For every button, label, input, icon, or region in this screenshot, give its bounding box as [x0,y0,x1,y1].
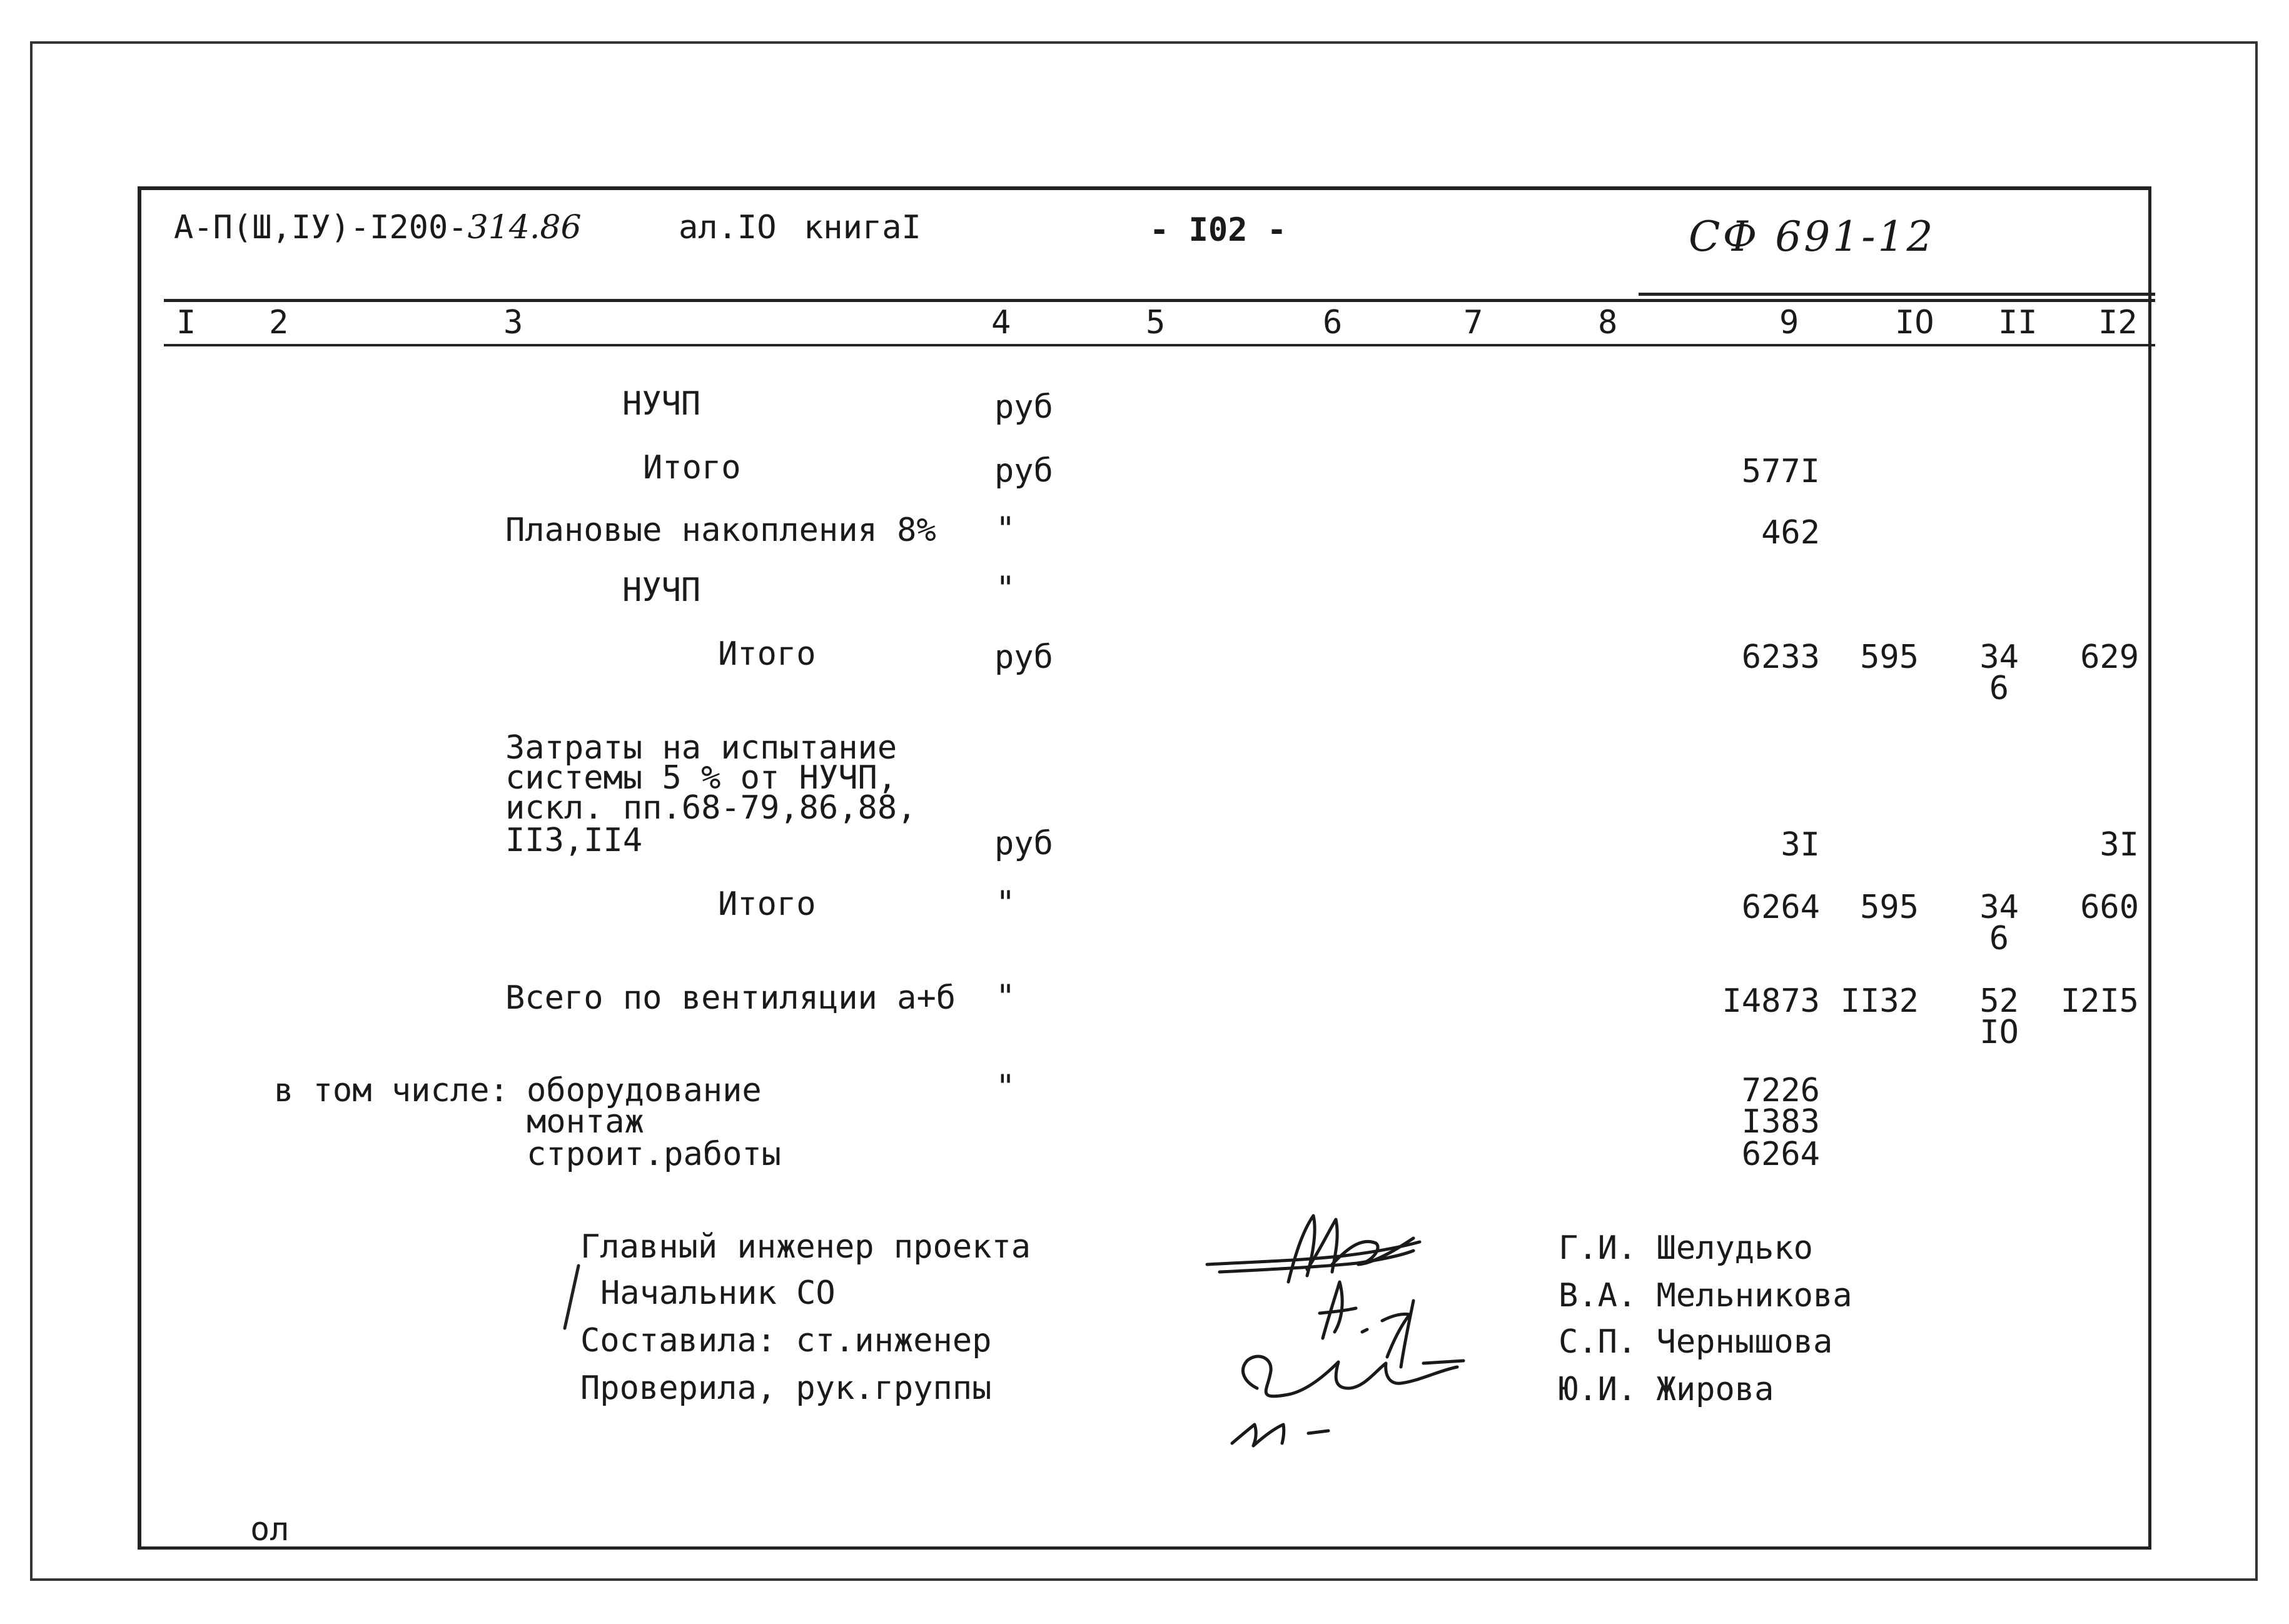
row-unit: руб [994,825,1053,862]
row-label: искл. пп.68-79,86,88, [505,789,917,827]
row-label: Итого [643,449,741,487]
row-label: Затраты на испытание [505,729,897,767]
row-label: системы 5 % от НУЧП, [505,759,897,797]
column-header-3: 3 [503,304,523,341]
album-number: ал.IO [679,209,777,246]
cell-col11-bottom: IO [1979,1014,2019,1051]
column-header-12: I2 [2098,304,2138,341]
row-unit: " [996,510,1016,548]
column-header-5: 5 [1146,304,1166,341]
row-unit: " [996,884,1016,922]
cell-col11-top: 52 [1979,982,2019,1020]
cell-col9: 3I [1781,826,1820,864]
archive-stamp: СФ 691-12 [1689,213,1936,261]
row-label: строит.работы [527,1136,781,1173]
row-label: Плановые накопления 8% [505,512,936,549]
handwritten-signatures [1195,1207,1482,1457]
cell-col9: I383 [1741,1103,1820,1141]
cell-col11-top: 34 [1979,889,2019,926]
cell-col9: 6264 [1741,1136,1820,1173]
column-header-4: 4 [991,304,1011,341]
row-label: оборудование [527,1072,762,1109]
cell-col12: I2I5 [2060,982,2139,1020]
column-header-8: 8 [1598,304,1618,341]
column-header-7: 7 [1463,304,1483,341]
row-unit: руб [994,452,1053,490]
row-label: монтаж [527,1103,644,1141]
cell-col10: 595 [1860,638,1919,676]
row-unit: " [996,1068,1016,1106]
cell-col11-bottom: 6 [1989,920,2009,957]
row-unit: " [996,570,1016,607]
document-code: А-П(Ш,IУ)-I200-314.86 [174,209,582,246]
cell-col9: 6233 [1741,638,1820,676]
signatory-name: Ю.И. Жирова [1559,1371,1774,1408]
row-prefix: в том числе: [274,1072,509,1109]
cell-col9: 6264 [1741,889,1820,926]
row-unit: руб [994,388,1053,426]
row-label: НУЧП [622,572,701,609]
signatory-role: Главный инженер проекта [580,1228,1031,1266]
cell-col9: I4873 [1722,982,1820,1020]
column-header-6: 6 [1323,304,1343,341]
footer-mark: ол [250,1511,290,1548]
header-rule-bottom [164,344,2155,346]
page-number: - I02 - [1150,211,1287,249]
cell-col9: 462 [1761,514,1820,552]
signatory-role: Составила: ст.инженер [580,1322,992,1359]
cell-col12: 3I [2100,826,2139,864]
cell-col12: 660 [2080,889,2139,926]
header-rule-top [164,299,2155,302]
cell-col11-bottom: 6 [1989,670,2009,707]
signatory-name: В.А. Мельникова [1559,1277,1852,1314]
row-label: Итого [718,635,816,673]
row-unit: руб [994,638,1053,676]
column-header-11: II [1998,304,2038,341]
cell-col12: 629 [2080,638,2139,676]
column-header-1: I [176,304,196,341]
margin-mark [560,1263,585,1332]
signatory-role: Проверила, рук.группы [580,1369,992,1407]
row-label: НУЧП [622,385,701,423]
column-header-10: IO [1895,304,1934,341]
row-label: II3,II4 [505,822,643,859]
signatory-name: С.П. Чернышова [1559,1323,1833,1361]
row-label: Итого [718,885,816,923]
cell-col10: 595 [1860,889,1919,926]
row-unit: " [996,978,1016,1016]
book-number: книгаI [804,209,921,246]
cell-col9: 577I [1741,453,1820,490]
signatory-role: Начальник СО [600,1274,836,1312]
row-label: Всего по вентиляции а+б [505,979,956,1017]
header-rule-short [1639,293,2155,296]
cell-col10: II32 [1840,982,1919,1020]
column-header-9: 9 [1779,304,1799,341]
signatory-name: Г.И. Шелудько [1559,1229,1813,1267]
sheet-frame [138,186,2151,1550]
cell-col9: 7226 [1741,1072,1820,1109]
cell-col11-top: 34 [1979,638,2019,676]
column-header-2: 2 [269,304,289,341]
